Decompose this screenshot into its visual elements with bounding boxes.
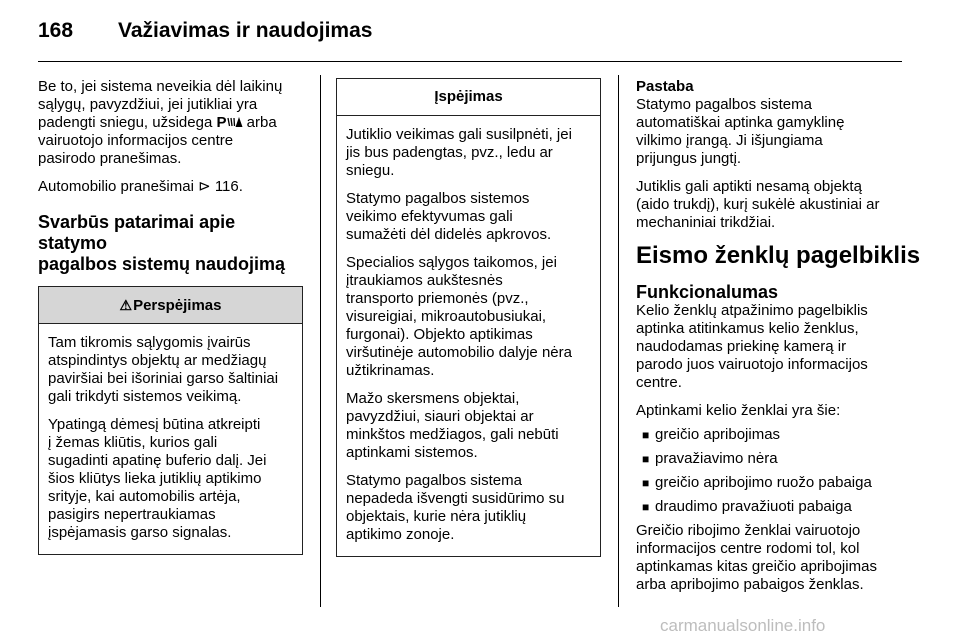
caution-paragraph: Ypatingą dėmesį būtina atkreipti į žemas kliūtis, kurios gali sugadinti apatinę buferio dalį. Jei šios kliūtys lieka jutiklių aptikimo srityje, kai automobilis artėja, pasigirs nepertraukiamas įspėjamasis garso signalas. xyxy=(48,416,267,541)
caution-box xyxy=(38,286,303,555)
list-item: ■ pravažiavimo nėra xyxy=(642,450,778,467)
warning-triangle-icon: ⚠ xyxy=(119,297,133,313)
warning-paragraph: Specialios sąlygos taikomos, jei įtraukiamos aukštesnės transporto priemonės (pvz., visureigiai, mikroautobusiukai, furgonai). Objekto aptikimas viršutinėje automobilio dalyje nėra užtikrinamas. xyxy=(346,254,572,379)
caution-paragraph: Tam tikromis sąlygomis įvairūs atspindintys objektų ar medžiagų paviršiai bei išoriniai garso šaltiniai gali trikdyti sistemos veikimą. xyxy=(48,334,279,405)
list-item: ■ draudimo pravažiuoti pabaiga xyxy=(642,498,852,515)
section-heading: Eismo ženklų pagelbiklis xyxy=(636,242,921,269)
bullet-icon: ■ xyxy=(642,428,650,442)
column-divider-right xyxy=(618,75,619,607)
warning-box xyxy=(336,78,601,557)
note-paragraph: Statymo pagalbos sistema automatiškai aptinka gamyklinę vilkimo įrangą. Ji išjungiama prijungus jungtį. xyxy=(636,96,845,167)
page-title: Važiavimas ir naudojimas xyxy=(118,19,373,42)
middle-column xyxy=(336,78,602,557)
right-column xyxy=(636,78,926,604)
messages-reference: Automobilio pranešimai ⊳ 116. xyxy=(38,178,243,195)
column-divider-left xyxy=(320,75,321,607)
function-heading: Funkcionalumas xyxy=(636,282,779,302)
sign-list xyxy=(636,426,926,516)
function-paragraph: Greičio ribojimo ženklai vairuotojo informacijos centre rodomi tol, kol aptinkamas kitas greičio apribojimas arba apribojimo pabaigos ženklas. xyxy=(636,522,877,593)
warning-paragraph: Mažo skersmens objektai, pavyzdžiui, siauri objektai ar minkštos medžiagos, gali nebūti aptinkami sistemos. xyxy=(346,390,559,461)
function-paragraph: Kelio ženklų atpažinimo pagelbiklis aptinka atitinkamus kelio ženklus, naudodamas priekinę kamerą ir parodo juos vairuotojo informacijos centre. xyxy=(636,302,868,391)
bullet-icon: ■ xyxy=(642,476,650,490)
list-intro: Aptinkami kelio ženklai yra šie: xyxy=(636,402,841,419)
page-number: 168 xyxy=(38,19,74,42)
bullet-icon: ■ xyxy=(642,452,650,466)
warning-paragraph: Statymo pagalbos sistemos veikimo efektyvumas gali sumažėti dėl didelės apkrovos. xyxy=(346,190,552,243)
parking-assist-icon: P xyxy=(216,114,242,131)
warning-paragraph: Statymo pagalbos sistema nepadeda išvengti susidūrimo su objektais, kurie nėra jutiklių aptikimo zonoje. xyxy=(346,472,565,543)
warning-paragraph: Jutiklio veikimas gali susilpnėti, jei jis bus padengtas, pvz., ledu ar sniegu. xyxy=(346,126,572,179)
caution-header: ⚠Perspėjimas xyxy=(39,287,302,324)
header-divider xyxy=(38,61,902,62)
list-item: ■ greičio apribojimo ruožo pabaiga xyxy=(642,474,872,491)
tips-heading: Svarbūs patarimai apie statymo pagalbos sistemų naudojimą xyxy=(38,212,286,274)
page-ref-link[interactable]: 116. xyxy=(214,178,243,195)
note-paragraph: Jutiklis gali aptikti nesamą objektą (aido trukdį), kurį sukėlė akustiniai ar mechaniniai trikdžiai. xyxy=(636,178,880,231)
list-item: ■ greičio apribojimas xyxy=(642,426,781,443)
left-column xyxy=(38,78,308,555)
watermark: carmanualsonline.info xyxy=(660,616,826,635)
page-ref-icon: ⊳ xyxy=(198,178,211,195)
sensor-paragraph: Be to, jei sistema neveikia dėl laikinų sąlygų, pavyzdžiui, jei jutikliai yra padengti sniegu, užsidega P arba vairuotojo informacijos centre pasirodo pranešimas. xyxy=(38,78,283,167)
bullet-icon: ■ xyxy=(642,500,650,514)
warning-header: Įspėjimas xyxy=(337,79,600,116)
note-title: Pastaba xyxy=(636,78,694,95)
